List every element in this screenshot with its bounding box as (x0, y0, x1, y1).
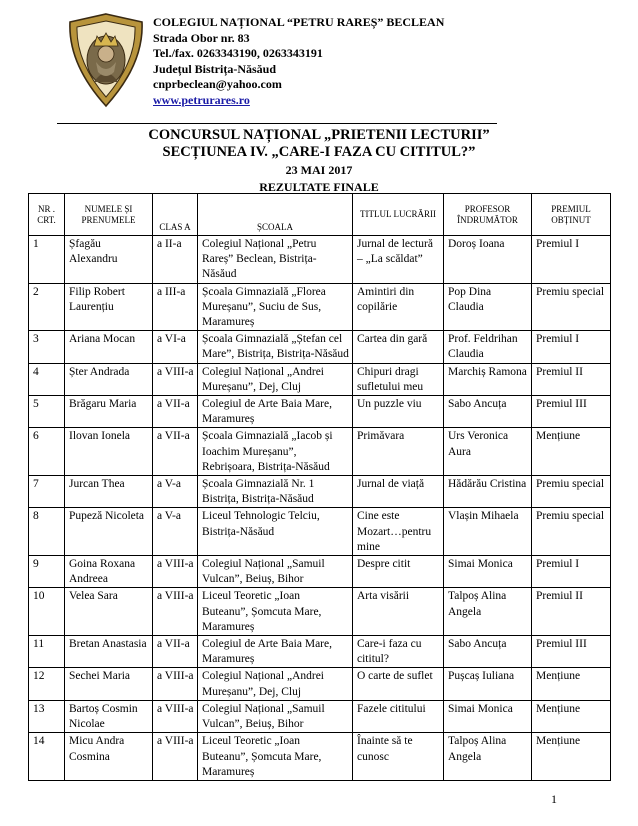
cell-title: Primăvara (353, 428, 444, 476)
school-name: COLEGIUL NAȚIONAL “PETRU RAREȘ” BECLEAN (153, 15, 445, 29)
cell-name: Filip Robert Laurențiu (65, 283, 153, 331)
cell-class: a VIII-a (153, 588, 198, 636)
cell-nr: 8 (29, 508, 65, 556)
cell-nr: 13 (29, 700, 65, 732)
cell-name: Velea Sara (65, 588, 153, 636)
table-row (29, 508, 611, 556)
cell-class: a III-a (153, 283, 198, 331)
cell-prize: Premiul I (532, 331, 611, 363)
header-nr: NR . CRT. (29, 194, 65, 236)
cell-prize: Premiu special (532, 283, 611, 331)
cell-teacher: Sabo Ancuța (444, 396, 532, 428)
header-prize: PREMIUL OBȚINUT (532, 194, 611, 236)
school-county: Județul Bistrița-Năsăud (153, 61, 277, 76)
cell-class: a V-a (153, 508, 198, 556)
cell-teacher: Prof. Feldrihan Claudia (444, 331, 532, 363)
table-row (29, 476, 611, 508)
cell-class: a VII-a (153, 636, 198, 668)
cell-title: Jurnal de viață (353, 476, 444, 508)
cell-prize: Premiul III (532, 396, 611, 428)
section-title: SECȚIUNEA IV. „CARE-I FAZA CU CITITUL?” (162, 144, 476, 160)
cell-class: a VI-a (153, 331, 198, 363)
cell-teacher: Pop Dina Claudia (444, 283, 532, 331)
cell-teacher: Sabo Ancuța (444, 636, 532, 668)
table-row (29, 396, 611, 428)
cell-name: Sechei Maria (65, 668, 153, 700)
cell-school: Colegiul Național „Andrei Mureșanu”, Dej, Cluj (198, 363, 353, 395)
cell-school: Școala Gimnazială „Florea Mureșanu”, Suciu de Sus, Maramureș (198, 283, 353, 331)
page-number: 1 (551, 792, 557, 806)
cell-class: a VII-a (153, 428, 198, 476)
header-teacher: PROFESOR ÎNDRUMĂTOR (444, 194, 532, 236)
header-school: ȘCOALA (198, 194, 353, 236)
cell-class: a VII-a (153, 396, 198, 428)
results-table (28, 193, 611, 781)
cell-class: a VIII-a (153, 668, 198, 700)
cell-name: Șfagău Alexandru (65, 236, 153, 284)
table-header-row (29, 194, 611, 236)
cell-name: Bartoș Cosmin Nicolae (65, 700, 153, 732)
cell-prize: Premiul I (532, 236, 611, 284)
cell-school: Liceul Tehnologic Telciu, Bistrița-Năsăud (198, 508, 353, 556)
table-row (29, 733, 611, 781)
table-row (29, 428, 611, 476)
cell-prize: Mențiune (532, 733, 611, 781)
cell-prize: Premiul I (532, 556, 611, 588)
cell-title: Care-i faza cu cititul? (353, 636, 444, 668)
cell-class: a VIII-a (153, 733, 198, 781)
cell-teacher: Simai Monica (444, 556, 532, 588)
table-row (29, 331, 611, 363)
cell-name: Micu Andra Cosmina (65, 733, 153, 781)
cell-title: Chipuri dragi sufletului meu (353, 363, 444, 395)
cell-name: Ariana Mocan (65, 331, 153, 363)
cell-nr: 2 (29, 283, 65, 331)
table-row (29, 588, 611, 636)
table-row (29, 283, 611, 331)
cell-name: Brăgaru Maria (65, 396, 153, 428)
header-name: NUMELE ȘI PRENUMELE (65, 194, 153, 236)
cell-school: Colegiul Național „Petru Rareș” Beclean, Bistrița-Năsăud (198, 236, 353, 284)
cell-teacher: Hădărău Cristina (444, 476, 532, 508)
cell-class: a VIII-a (153, 556, 198, 588)
cell-title: Cartea din gară (353, 331, 444, 363)
cell-school: Școala Gimnazială „Iacob și Ioachim Mureșanu”, Rebrișoara, Bistrița-Năsăud (198, 428, 353, 476)
table-body (29, 236, 611, 781)
cell-title: Înainte să te cunosc (353, 733, 444, 781)
cell-name: Bretan Anastasia (65, 636, 153, 668)
cell-prize: Premiul III (532, 636, 611, 668)
cell-title: Un puzzle viu (353, 396, 444, 428)
cell-name: Jurcan Thea (65, 476, 153, 508)
table-row (29, 556, 611, 588)
cell-class: a VIII-a (153, 700, 198, 732)
contest-date: 23 MAI 2017 (285, 163, 353, 177)
cell-prize: Mențiune (532, 668, 611, 700)
cell-name: Șter Andrada (65, 363, 153, 395)
school-address: Strada Obor nr. 83 (153, 30, 250, 45)
header-divider (57, 123, 497, 124)
cell-nr: 11 (29, 636, 65, 668)
table-row (29, 700, 611, 732)
cell-nr: 10 (29, 588, 65, 636)
cell-prize: Premiu special (532, 508, 611, 556)
cell-prize: Mențiune (532, 700, 611, 732)
cell-teacher: Talpoș Alina Angela (444, 733, 532, 781)
cell-nr: 6 (29, 428, 65, 476)
cell-school: Școala Gimnazială Nr. 1 Bistrița, Bistrița-Năsăud (198, 476, 353, 508)
table-row (29, 363, 611, 395)
school-email: cnprbeclean@yahoo.com (153, 77, 282, 91)
cell-prize: Premiu special (532, 476, 611, 508)
table-row (29, 636, 611, 668)
cell-name: Goina Roxana Andreea (65, 556, 153, 588)
cell-prize: Mențiune (532, 428, 611, 476)
table-row (29, 236, 611, 284)
cell-school: Colegiul Național „Andrei Mureșanu”, Dej, Cluj (198, 668, 353, 700)
contest-title: CONCURSUL NAȚIONAL „PRIETENII LECTURII” (148, 127, 490, 143)
cell-school: Colegiul de Arte Baia Mare, Maramureș (198, 636, 353, 668)
school-header (153, 15, 444, 108)
cell-school: Liceul Teoretic „Ioan Buteanu”, Șomcuta Mare, Maramureș (198, 733, 353, 781)
cell-class: a II-a (153, 236, 198, 284)
document-titles (0, 127, 638, 195)
cell-school: Colegiul Național „Samuil Vulcan”, Beiuș, Bihor (198, 700, 353, 732)
cell-teacher: Vlașin Mihaela (444, 508, 532, 556)
cell-title: O carte de suflet (353, 668, 444, 700)
table-row (29, 668, 611, 700)
cell-title: Arta visării (353, 588, 444, 636)
cell-title: Jurnal de lectură – „La scăldat” (353, 236, 444, 284)
cell-school: Liceul Teoretic „Ioan Buteanu”, Șomcuta Mare, Maramureș (198, 588, 353, 636)
school-website-link[interactable]: www.petrurares.ro (153, 92, 250, 107)
cell-nr: 3 (29, 331, 65, 363)
cell-nr: 5 (29, 396, 65, 428)
cell-name: Pupeză Nicoleta (65, 508, 153, 556)
cell-nr: 14 (29, 733, 65, 781)
school-crest-logo (64, 12, 148, 108)
cell-nr: 9 (29, 556, 65, 588)
cell-title: Amintiri din copilărie (353, 283, 444, 331)
cell-class: a V-a (153, 476, 198, 508)
cell-prize: Premiul II (532, 588, 611, 636)
cell-teacher: Doroș Ioana (444, 236, 532, 284)
cell-nr: 4 (29, 363, 65, 395)
cell-name: Ilovan Ionela (65, 428, 153, 476)
cell-title: Despre citit (353, 556, 444, 588)
cell-school: Colegiul Național „Samuil Vulcan”, Beiuș, Bihor (198, 556, 353, 588)
cell-teacher: Talpoș Alina Angela (444, 588, 532, 636)
cell-class: a VIII-a (153, 363, 198, 395)
cell-school: Școala Gimnazială „Ștefan cel Mare”, Bistrița, Bistrița-Năsăud (198, 331, 353, 363)
cell-prize: Premiul II (532, 363, 611, 395)
cell-nr: 12 (29, 668, 65, 700)
cell-title: Cine este Mozart…pentru mine (353, 508, 444, 556)
cell-nr: 7 (29, 476, 65, 508)
cell-teacher: Marchiș Ramona (444, 363, 532, 395)
school-phone: Tel./fax. 0263343190, 0263343191 (153, 46, 323, 60)
cell-teacher: Urs Veronica Aura (444, 428, 532, 476)
cell-nr: 1 (29, 236, 65, 284)
results-title: REZULTATE FINALE (259, 180, 379, 194)
cell-school: Colegiul de Arte Baia Mare, Maramureș (198, 396, 353, 428)
cell-title: Fazele cititului (353, 700, 444, 732)
cell-teacher: Simai Monica (444, 700, 532, 732)
cell-teacher: Pușcaș Iuliana (444, 668, 532, 700)
header-class: CLAS A (153, 194, 198, 236)
header-title: TITLUL LUCRĂRII (353, 194, 444, 236)
